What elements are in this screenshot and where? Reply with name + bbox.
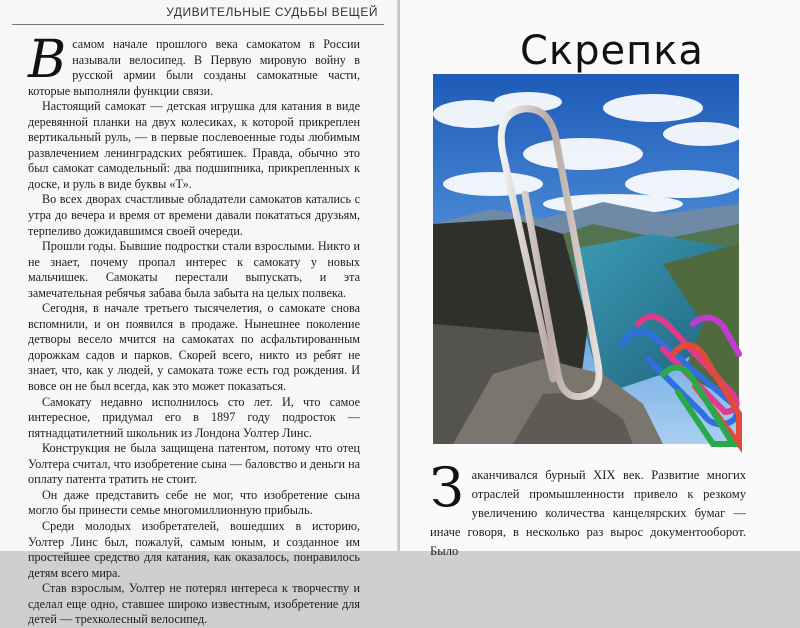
chapter-title: Скрепка [520,28,704,74]
paragraph: Прошли годы. Бывшие подростки стали взрослыми. Никто и не знает, почему пропал интерес к самокату у новых мальчишек. Самокаты перестали выпускать, и эта замечательная ребячья забава была забыта на целых полвека. [28,239,360,300]
drop-cap: В [28,30,67,90]
paragraph: Настоящий самокат — детская игрушка для катания в виде деревянной планки на двух колесиках, к которой прикреплен вертикальный руль, — в первые послевоенные годы любимым развлечением ленинградских ребятишек. Правда, обычно это был самокат самодельный: два подшипника, прикрепленных к доске, и руль в виде буквы «Т». [28,99,360,191]
left-page [0,0,398,627]
paragraph: Во всех дворах счастливые обладатели самокатов катались с утра до вечера и время от времени давали покататься друзьям, терпеливо дожидавшимся своей очереди. [28,192,360,238]
first-paragraph-text: самом начале прошлого века самокатом в России называли велосипед. В Первую мировую войну в русской армии были созданы самокатные части, которые выполняли функции связи. [28,37,360,98]
header-rule [12,24,384,25]
drop-cap: З [430,456,464,519]
paragraph: Он даже представить себе не мог, что изобретение сына могло бы принести семье многомиллионную прибыль. [28,487,360,518]
right-paragraph: аканчивался бурный XIX век. Развитие многих отраслей промышленности привело к резкому увеличению количества канцелярских бумаг — иначе говоря, в несколько раз вырос документооборот. Было [430,468,746,558]
paragraph: Самокату недавно исполнилось сто лет. И, что самое интересное, придумал его в 1897 году подросток — пятнадцатилетний школьник из Лондона Уолтер Линс. [28,394,360,440]
paragraph: Став взрослым, Уолтер не потерял интереса к творчеству и сделал еще одно, ставшее широко известным, изобретение для детей — трехколесный велосипед. [28,581,360,627]
running-head: УДИВИТЕЛЬНЫЕ СУДЬБЫ ВЕЩЕЙ [166,5,378,19]
paperclip-landscape-illustration [433,74,739,444]
right-body-text [430,456,746,561]
first-paragraph [28,30,360,99]
paragraph: Конструкция не была защищена патентом, потому что отец Уолтера считал, что изобретение сына — баловство и деньги на оплату патента тратить не стоит. [28,441,360,487]
paragraph: Сегодня, в начале третьего тысячелетия, о самокате снова вспомнили, и он появился в продаже. Нынешнее поколение детворы весело мчится на самокатах по асфальтированным дорожкам садов и парков. Скорей всего, никто из ребят не знает, что, как у людей, у самоката тоже есть год рождения. И вовсе он не был всегда, как это может показаться. [28,301,360,394]
fjord-photo [433,74,739,444]
paragraph: Среди молодых изобретателей, вошедших в историю, Уолтер Линс был, пожалуй, самым юным, и созданное им простейшее средство для катания, как оказалось, понравилось детям всего мира. [28,518,360,580]
left-body-text [28,30,360,628]
